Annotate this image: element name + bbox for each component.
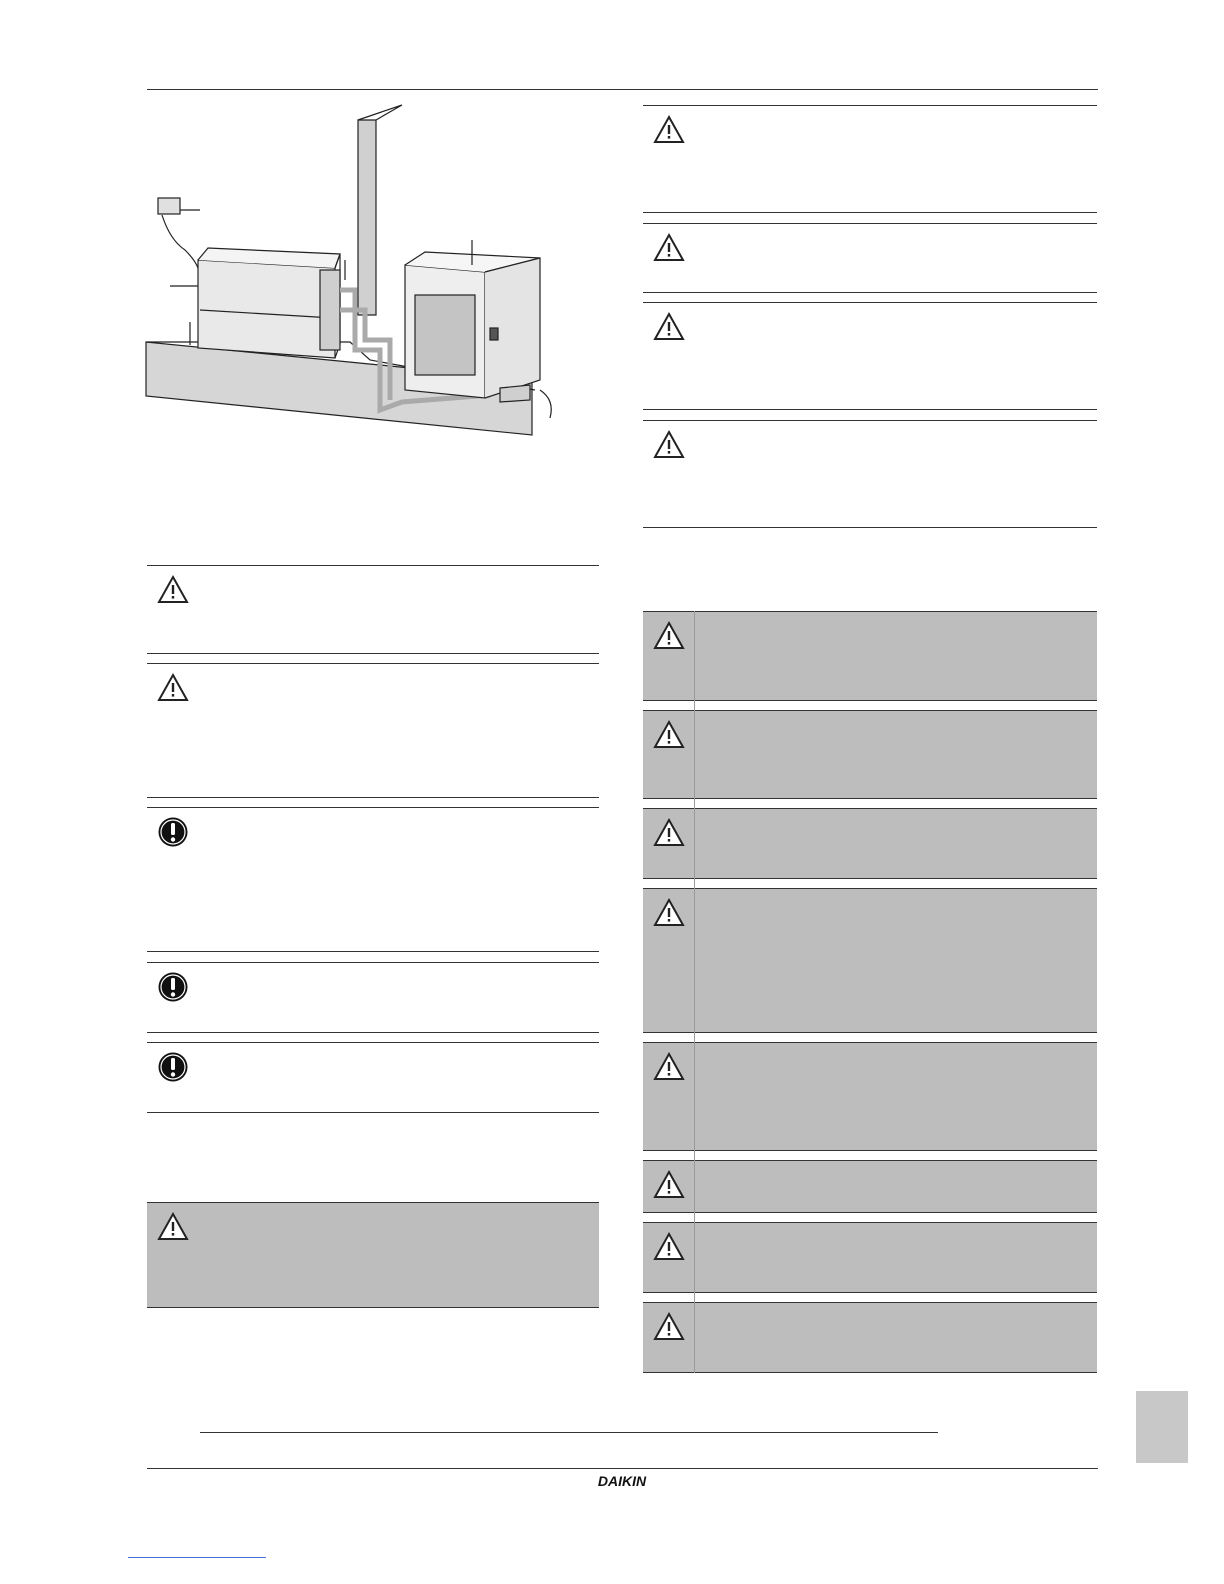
outdoor-unit bbox=[405, 252, 540, 402]
header-rule bbox=[147, 89, 1098, 90]
warning-notice-right-shaded-1 bbox=[643, 611, 1097, 701]
wall-column bbox=[358, 120, 376, 315]
warning-icon bbox=[653, 429, 685, 461]
warning-icon bbox=[653, 1231, 685, 1263]
warning-icon bbox=[157, 1211, 189, 1243]
warning-icon bbox=[653, 1051, 685, 1083]
daikin-logo bbox=[584, 1474, 660, 1488]
indoor-unit bbox=[190, 248, 340, 358]
warning-icon bbox=[653, 817, 685, 849]
warning-notice-right-4 bbox=[643, 420, 1097, 528]
right-shaded-gutter-rule bbox=[694, 611, 695, 1373]
warning-icon bbox=[653, 719, 685, 751]
footnote-rule bbox=[200, 1432, 938, 1433]
important-icon bbox=[157, 971, 189, 1003]
important-notice-left-1 bbox=[147, 807, 599, 952]
installation-illustration bbox=[140, 100, 570, 450]
warning-notice-left-2 bbox=[147, 663, 599, 798]
warning-notice-right-3 bbox=[643, 302, 1097, 410]
important-icon bbox=[157, 816, 189, 848]
footer-rule bbox=[147, 1468, 1098, 1469]
warning-notice-right-shaded-7 bbox=[643, 1222, 1097, 1293]
remote-controller bbox=[158, 198, 198, 268]
warning-notice-right-shaded-6 bbox=[643, 1160, 1097, 1213]
warning-icon bbox=[653, 311, 685, 343]
warning-notice-right-shaded-2 bbox=[643, 710, 1097, 799]
drain-line bbox=[540, 390, 551, 418]
warning-notice-right-shaded-3 bbox=[643, 808, 1097, 879]
warning-notice-left-1 bbox=[147, 565, 599, 654]
warning-notice-right-shaded-4 bbox=[643, 888, 1097, 1033]
warning-icon bbox=[653, 1169, 685, 1201]
warning-icon bbox=[653, 114, 685, 146]
warning-notice-right-shaded-5 bbox=[643, 1042, 1097, 1151]
bottom-link-underline[interactable] bbox=[128, 1557, 266, 1558]
warning-icon bbox=[653, 1311, 685, 1343]
daikin-logo-text: DAIKIN bbox=[597, 1474, 647, 1488]
warning-notice-right-2 bbox=[643, 223, 1097, 293]
warning-icon bbox=[157, 574, 189, 606]
important-icon bbox=[157, 1051, 189, 1083]
warning-notice-left-shaded bbox=[147, 1202, 599, 1308]
warning-icon bbox=[157, 672, 189, 704]
warning-notice-right-1 bbox=[643, 105, 1097, 213]
warning-icon bbox=[653, 897, 685, 929]
warning-notice-right-shaded-8 bbox=[643, 1302, 1097, 1373]
warning-icon bbox=[653, 232, 685, 264]
language-side-tab[interactable] bbox=[1136, 1391, 1188, 1463]
important-notice-left-2 bbox=[147, 962, 599, 1033]
warning-icon bbox=[653, 620, 685, 652]
important-notice-left-3 bbox=[147, 1042, 599, 1113]
